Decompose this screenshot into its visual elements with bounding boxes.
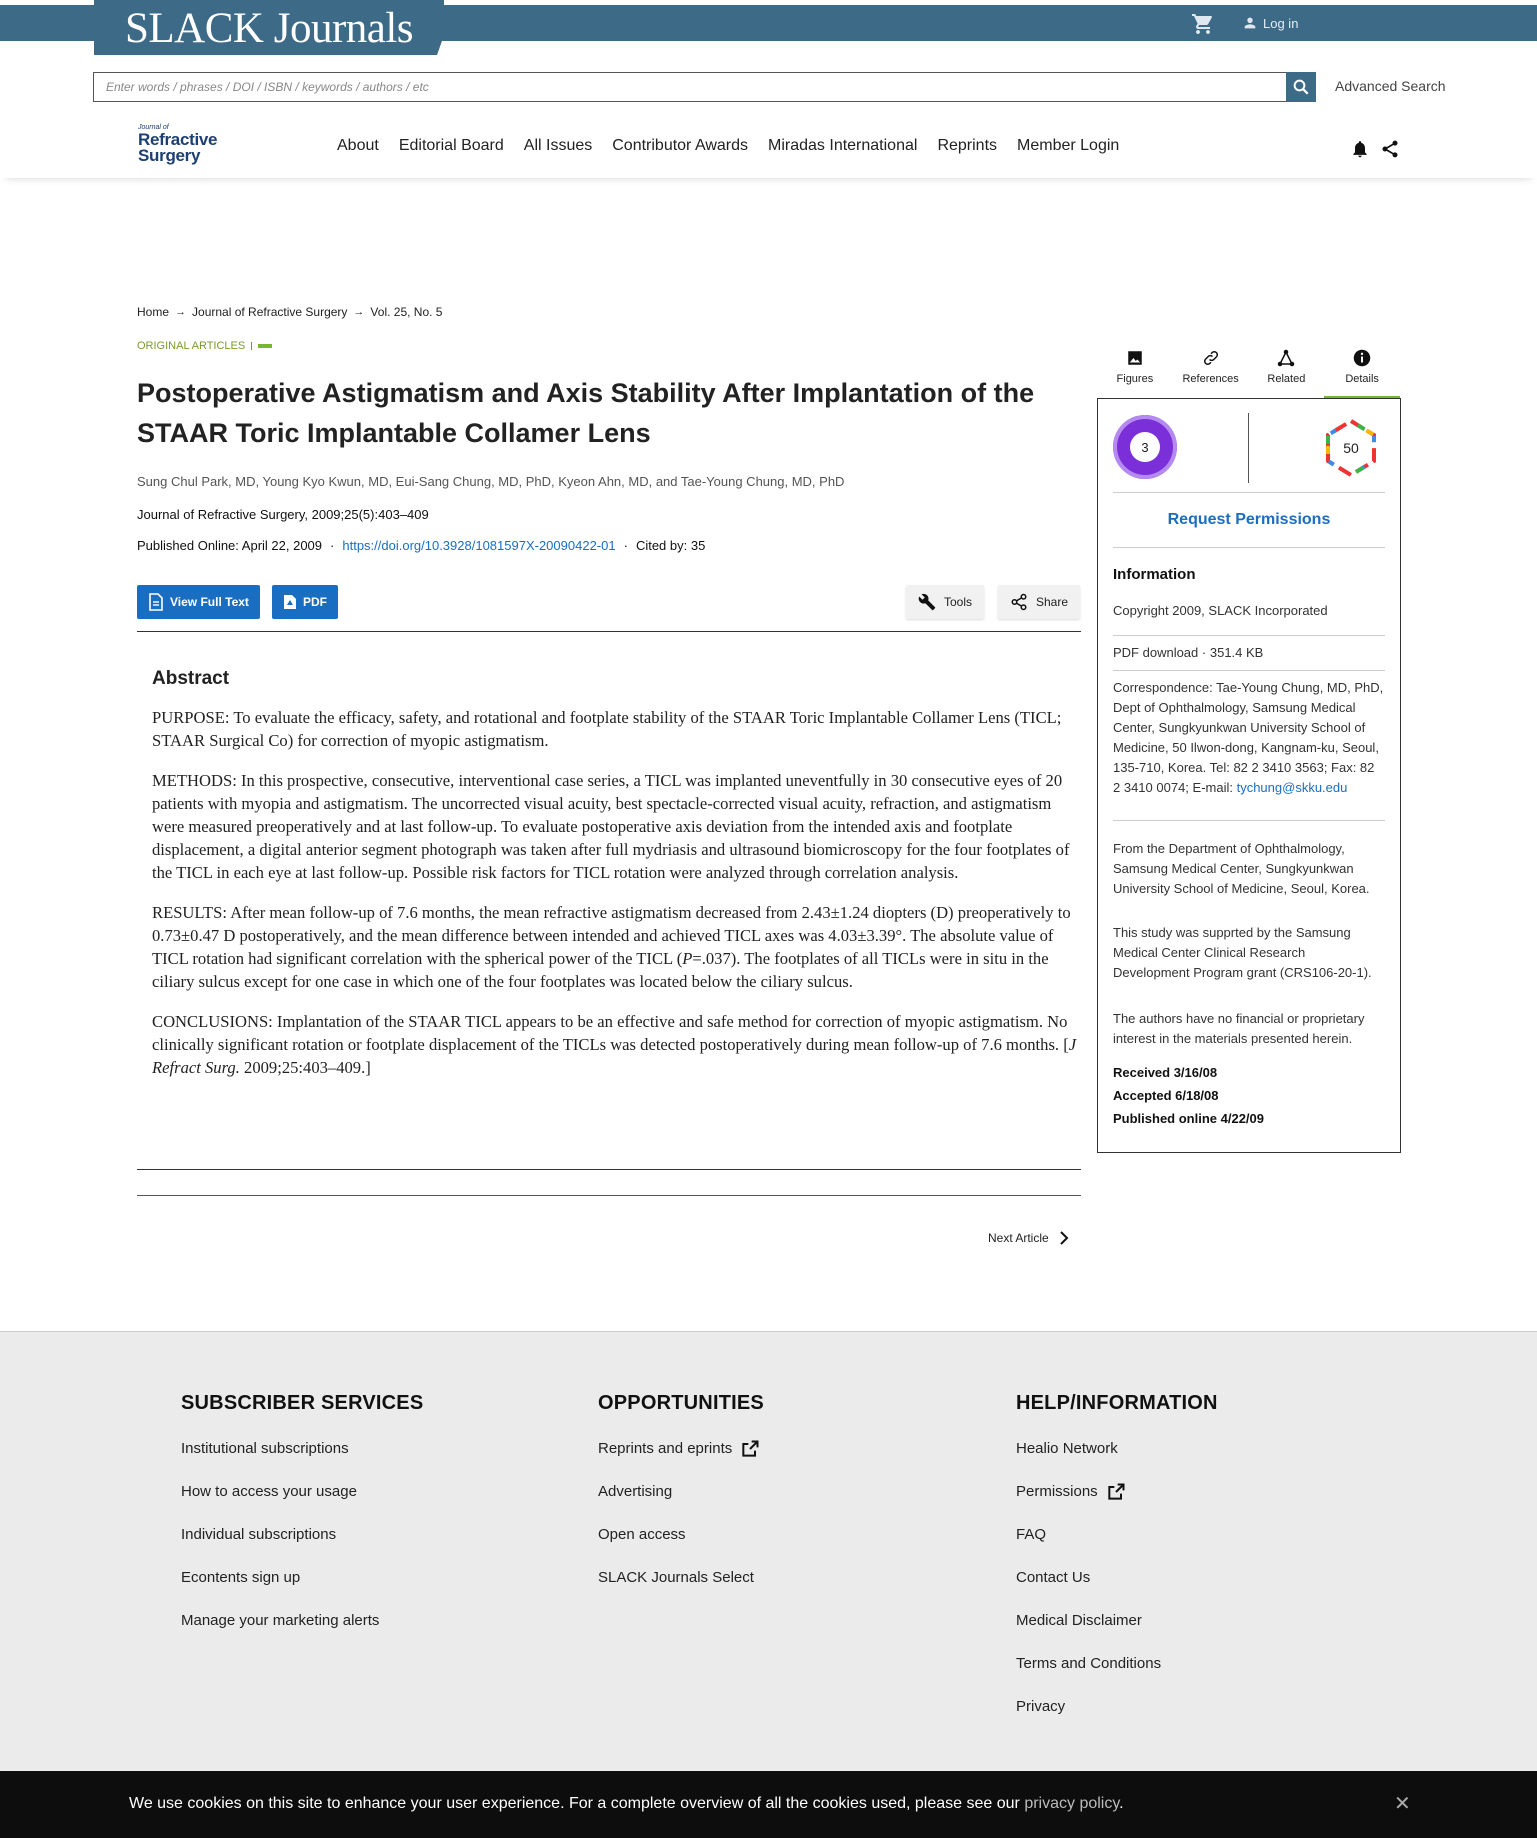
- footer-help-information: [1016, 1392, 1218, 1728]
- disclosure-text: The authors have no financial or proprietary interest in the materials presented herein.: [1113, 1011, 1365, 1046]
- section-tag-marker: [258, 344, 272, 348]
- next-article-link[interactable]: Next Article: [988, 1231, 1069, 1245]
- footer-link[interactable]: Healio Network: [1016, 1440, 1118, 1457]
- breadcrumb-journal[interactable]: Journal of Refractive Surgery: [192, 305, 348, 319]
- divider: [1248, 413, 1249, 483]
- footer-heading: SUBSCRIBER SERVICES: [181, 1392, 424, 1414]
- footer-link-permissions[interactable]: Permissions: [1016, 1470, 1218, 1513]
- cookie-message: We use cookies on this site to enhance your user experience. For a complete overview of all the cookies used, please see our privacy policy.: [129, 1795, 1124, 1812]
- search-button[interactable]: [1286, 72, 1316, 102]
- tab-figures[interactable]: Figures: [1097, 345, 1173, 399]
- email-link[interactable]: tychung@skku.edu: [1236, 780, 1348, 795]
- section-tag-bar: [251, 342, 252, 350]
- details-panel: [1097, 398, 1401, 1153]
- correspondence-text: Correspondence: Tae-Young Chung, MD, PhD, Dept of Ophthalmology, Samsung Medical Center, Sungkyunkwan University School of Medicine, 50 Ilwon-dong, Kangnam-ku, Seoul, 135-710, Korea. Tel: 82 2 3410 3563; Fax: 82 2 3410 0074; E-mail: tychung@skku.edu: [1113, 680, 1384, 795]
- published-online-date: Published online 4/22/09: [1113, 1111, 1264, 1126]
- external-link-icon: [1106, 1482, 1126, 1502]
- footer-link[interactable]: Manage your marketing alerts: [181, 1612, 380, 1629]
- altmetric-badge[interactable]: 3: [1113, 415, 1177, 479]
- footer-link[interactable]: Econtents sign up: [181, 1569, 301, 1586]
- chevron-right-icon: [1059, 1231, 1069, 1245]
- divider: [1113, 670, 1385, 671]
- external-link-icon: [740, 1439, 760, 1459]
- network-icon: [1277, 349, 1295, 367]
- dimensions-badge[interactable]: [1318, 415, 1384, 481]
- abstract-purpose: PURPOSE: To evaluate the efficacy, safety, and rotational and footplate stability of the STAAR Toric Implantable Collamer Lens (TICL; STAAR Surgical Co) for correction of myopic astigmatism.: [152, 708, 1062, 750]
- footer-link-reprints[interactable]: Reprints and eprints: [598, 1427, 764, 1470]
- privacy-policy-link[interactable]: privacy policy: [1024, 1795, 1120, 1812]
- copyright-text: Copyright 2009, SLACK Incorporated: [1113, 603, 1328, 618]
- advanced-search-link[interactable]: Advanced Search: [1335, 78, 1446, 94]
- tools-button[interactable]: Tools: [906, 585, 984, 619]
- divider: [1113, 492, 1385, 493]
- pdf-icon: [283, 594, 297, 610]
- separator-dot: ·: [623, 538, 628, 553]
- nav-reprints[interactable]: Reprints: [937, 137, 998, 154]
- info-icon: [1353, 349, 1371, 367]
- dimensions-score: 50: [1343, 440, 1359, 456]
- funding-text: This study was supprted by the Samsung Medical Center Clinical Research Development Program grant (CRS106-20-1).: [1113, 925, 1372, 980]
- cited-by[interactable]: Cited by: 35: [635, 538, 706, 553]
- share-icon: [1010, 593, 1028, 611]
- login-link[interactable]: [1242, 13, 1298, 33]
- arrow-right-icon: →: [353, 306, 365, 318]
- tab-references[interactable]: References: [1173, 345, 1249, 399]
- footer-link[interactable]: Terms and Conditions: [1016, 1655, 1162, 1672]
- breadcrumb: [137, 305, 442, 319]
- affiliation-text: From the Department of Ophthalmology, Samsung Medical Center, Sungkyunkwan University School of Medicine, Seoul, Korea.: [1113, 841, 1370, 896]
- cookie-banner: [0, 1771, 1537, 1838]
- divider: [137, 1195, 1081, 1196]
- nav-about[interactable]: About: [337, 137, 379, 154]
- search-input[interactable]: Enter words / phrases / DOI / ISBN / keywords / authors / etc: [93, 72, 1287, 102]
- information-heading: Information: [1113, 566, 1196, 583]
- article-authors[interactable]: Sung Chul Park, MD, Young Kyo Kwun, MD, Eui-Sang Chung, MD, PhD, Kyeon Ahn, MD, and Tae-Young Chung, MD, PhD: [137, 474, 845, 489]
- tab-related[interactable]: Related: [1249, 345, 1325, 399]
- breadcrumb-home[interactable]: Home: [137, 305, 170, 319]
- footer-link[interactable]: Medical Disclaimer: [1016, 1612, 1142, 1629]
- divider: [137, 631, 1081, 632]
- footer-link[interactable]: FAQ: [1016, 1526, 1047, 1543]
- arrow-right-icon: →: [175, 306, 187, 318]
- login-label: Log in: [1263, 15, 1299, 31]
- footer-link[interactable]: SLACK Journals Select: [598, 1569, 754, 1586]
- divider: [1113, 820, 1385, 821]
- divider: [1113, 635, 1385, 636]
- footer-heading: HELP/INFORMATION: [1016, 1392, 1218, 1414]
- footer-subscriber-services: [181, 1392, 423, 1642]
- abstract-methods: METHODS: In this prospective, consecutive, interventional case series, a TICL was implanted uneventfully in 30 consecutive eyes of 20 patients with myopia and astigmatism. The uncorrected visual acuity, best spectacle-corrected visual acuity, refraction, and astigmatism were measured preoperatively and at last follow-up. To evaluate postoperative axis deviation from the intended axis and footplate displacement, a digital anterior segment photograph was taken after full mydriasis and ultrasound biomicroscopy for the four footplates of the TICL in each eye at last follow-up. Possible risk factors for TICL rotation were analyzed through correlation analysis.: [152, 771, 1070, 882]
- divider: [137, 1169, 1081, 1170]
- abstract-section: [152, 668, 1082, 1096]
- nav-editorial-board[interactable]: Editorial Board: [398, 137, 504, 154]
- user-icon: [1242, 15, 1258, 31]
- footer-link[interactable]: Contact Us: [1016, 1569, 1091, 1586]
- article-citation: Journal of Refractive Surgery, 2009;25(5):403–409: [137, 507, 429, 522]
- footer-link[interactable]: How to access your usage: [181, 1483, 357, 1500]
- nav-member-login[interactable]: Member Login: [1017, 137, 1120, 154]
- link-icon: [1202, 349, 1220, 367]
- footer-link[interactable]: Institutional subscriptions: [181, 1440, 349, 1457]
- nav-all-issues[interactable]: All Issues: [523, 137, 593, 154]
- footer-opportunities: [598, 1392, 764, 1599]
- published-date: Published Online: April 22, 2009: [137, 538, 323, 553]
- request-permissions-link[interactable]: Request Permissions: [1167, 511, 1331, 528]
- footer-link[interactable]: Open access: [598, 1526, 686, 1543]
- nav-miradas-international[interactable]: Miradas International: [768, 137, 918, 154]
- footer-link[interactable]: Privacy: [1016, 1698, 1066, 1715]
- search-icon: [1292, 78, 1310, 96]
- breadcrumb-issue[interactable]: Vol. 25, No. 5: [370, 305, 443, 319]
- publication-line: [137, 538, 705, 553]
- share-button[interactable]: Share: [998, 585, 1080, 619]
- journal-nav: [0, 112, 1537, 178]
- divider: [1113, 547, 1385, 548]
- footer: [0, 1331, 1537, 1771]
- doi-link[interactable]: https://doi.org/10.3928/1081597X-20090422-01: [342, 538, 616, 553]
- footer-heading: OPPORTUNITIES: [598, 1392, 764, 1414]
- panel-tabs: [1097, 345, 1400, 399]
- cart-icon[interactable]: [1190, 12, 1216, 36]
- abstract-results: RESULTS: After mean follow-up of 7.6 months, the mean refractive astigmatism decreased from 2.43±1.24 diopters (D) preoperatively to 0.73±0.47 D postoperatively, and the mean difference between intended and achieved TICL axes was 4.03±3.39°. The absolute value of TICL rotation had significant correlation with the spherical power of the TICL (P=.037). The footplates of all TICLs were in situ in the ciliary sulcus except for one case in which one of the four footplates was located below the ciliary sulcus.: [152, 903, 1071, 991]
- received-date: Received 3/16/08: [1113, 1065, 1218, 1080]
- wrench-icon: [918, 593, 936, 611]
- bell-icon[interactable]: [1350, 139, 1370, 159]
- journal-logo[interactable]: Journal of Refractive Surgery: [138, 124, 218, 165]
- view-full-text-button[interactable]: View Full Text: [137, 585, 260, 619]
- nav-contributor-awards[interactable]: Contributor Awards: [612, 137, 749, 154]
- abstract-heading: Abstract: [152, 668, 230, 689]
- article-title: Postoperative Astigmatism and Axis Stability After Implantation of the STAAR Toric Implantable Collamer Lens: [137, 378, 1035, 448]
- slack-journals-logo[interactable]: SLACK Journals: [125, 5, 414, 52]
- section-tag: ORIGINAL ARTICLES: [137, 340, 272, 352]
- close-icon[interactable]: ✕: [1394, 1793, 1411, 1815]
- tab-details[interactable]: Details: [1324, 345, 1400, 399]
- pdf-download-info: PDF download · 351.4 KB: [1113, 645, 1264, 660]
- image-icon: [1126, 349, 1144, 367]
- accepted-date: Accepted 6/18/08: [1113, 1088, 1219, 1103]
- footer-link[interactable]: Advertising: [598, 1483, 673, 1500]
- footer-link[interactable]: Individual subscriptions: [181, 1526, 337, 1543]
- pdf-button[interactable]: PDF: [272, 585, 338, 619]
- abstract-conclusions: CONCLUSIONS: Implantation of the STAAR TICL appears to be an effective and safe method for correction of myopic astigmatism. No clinically significant rotation or footplate displacement of the TICLs was detected postoperatively during mean follow-up of 7.6 months. [J Refract Surg. 2009;25:403–409.]: [152, 1012, 1077, 1077]
- share-icon[interactable]: [1380, 139, 1400, 159]
- dates: [1113, 1061, 1385, 1130]
- document-icon: [148, 593, 164, 611]
- separator-dot: ·: [330, 538, 335, 553]
